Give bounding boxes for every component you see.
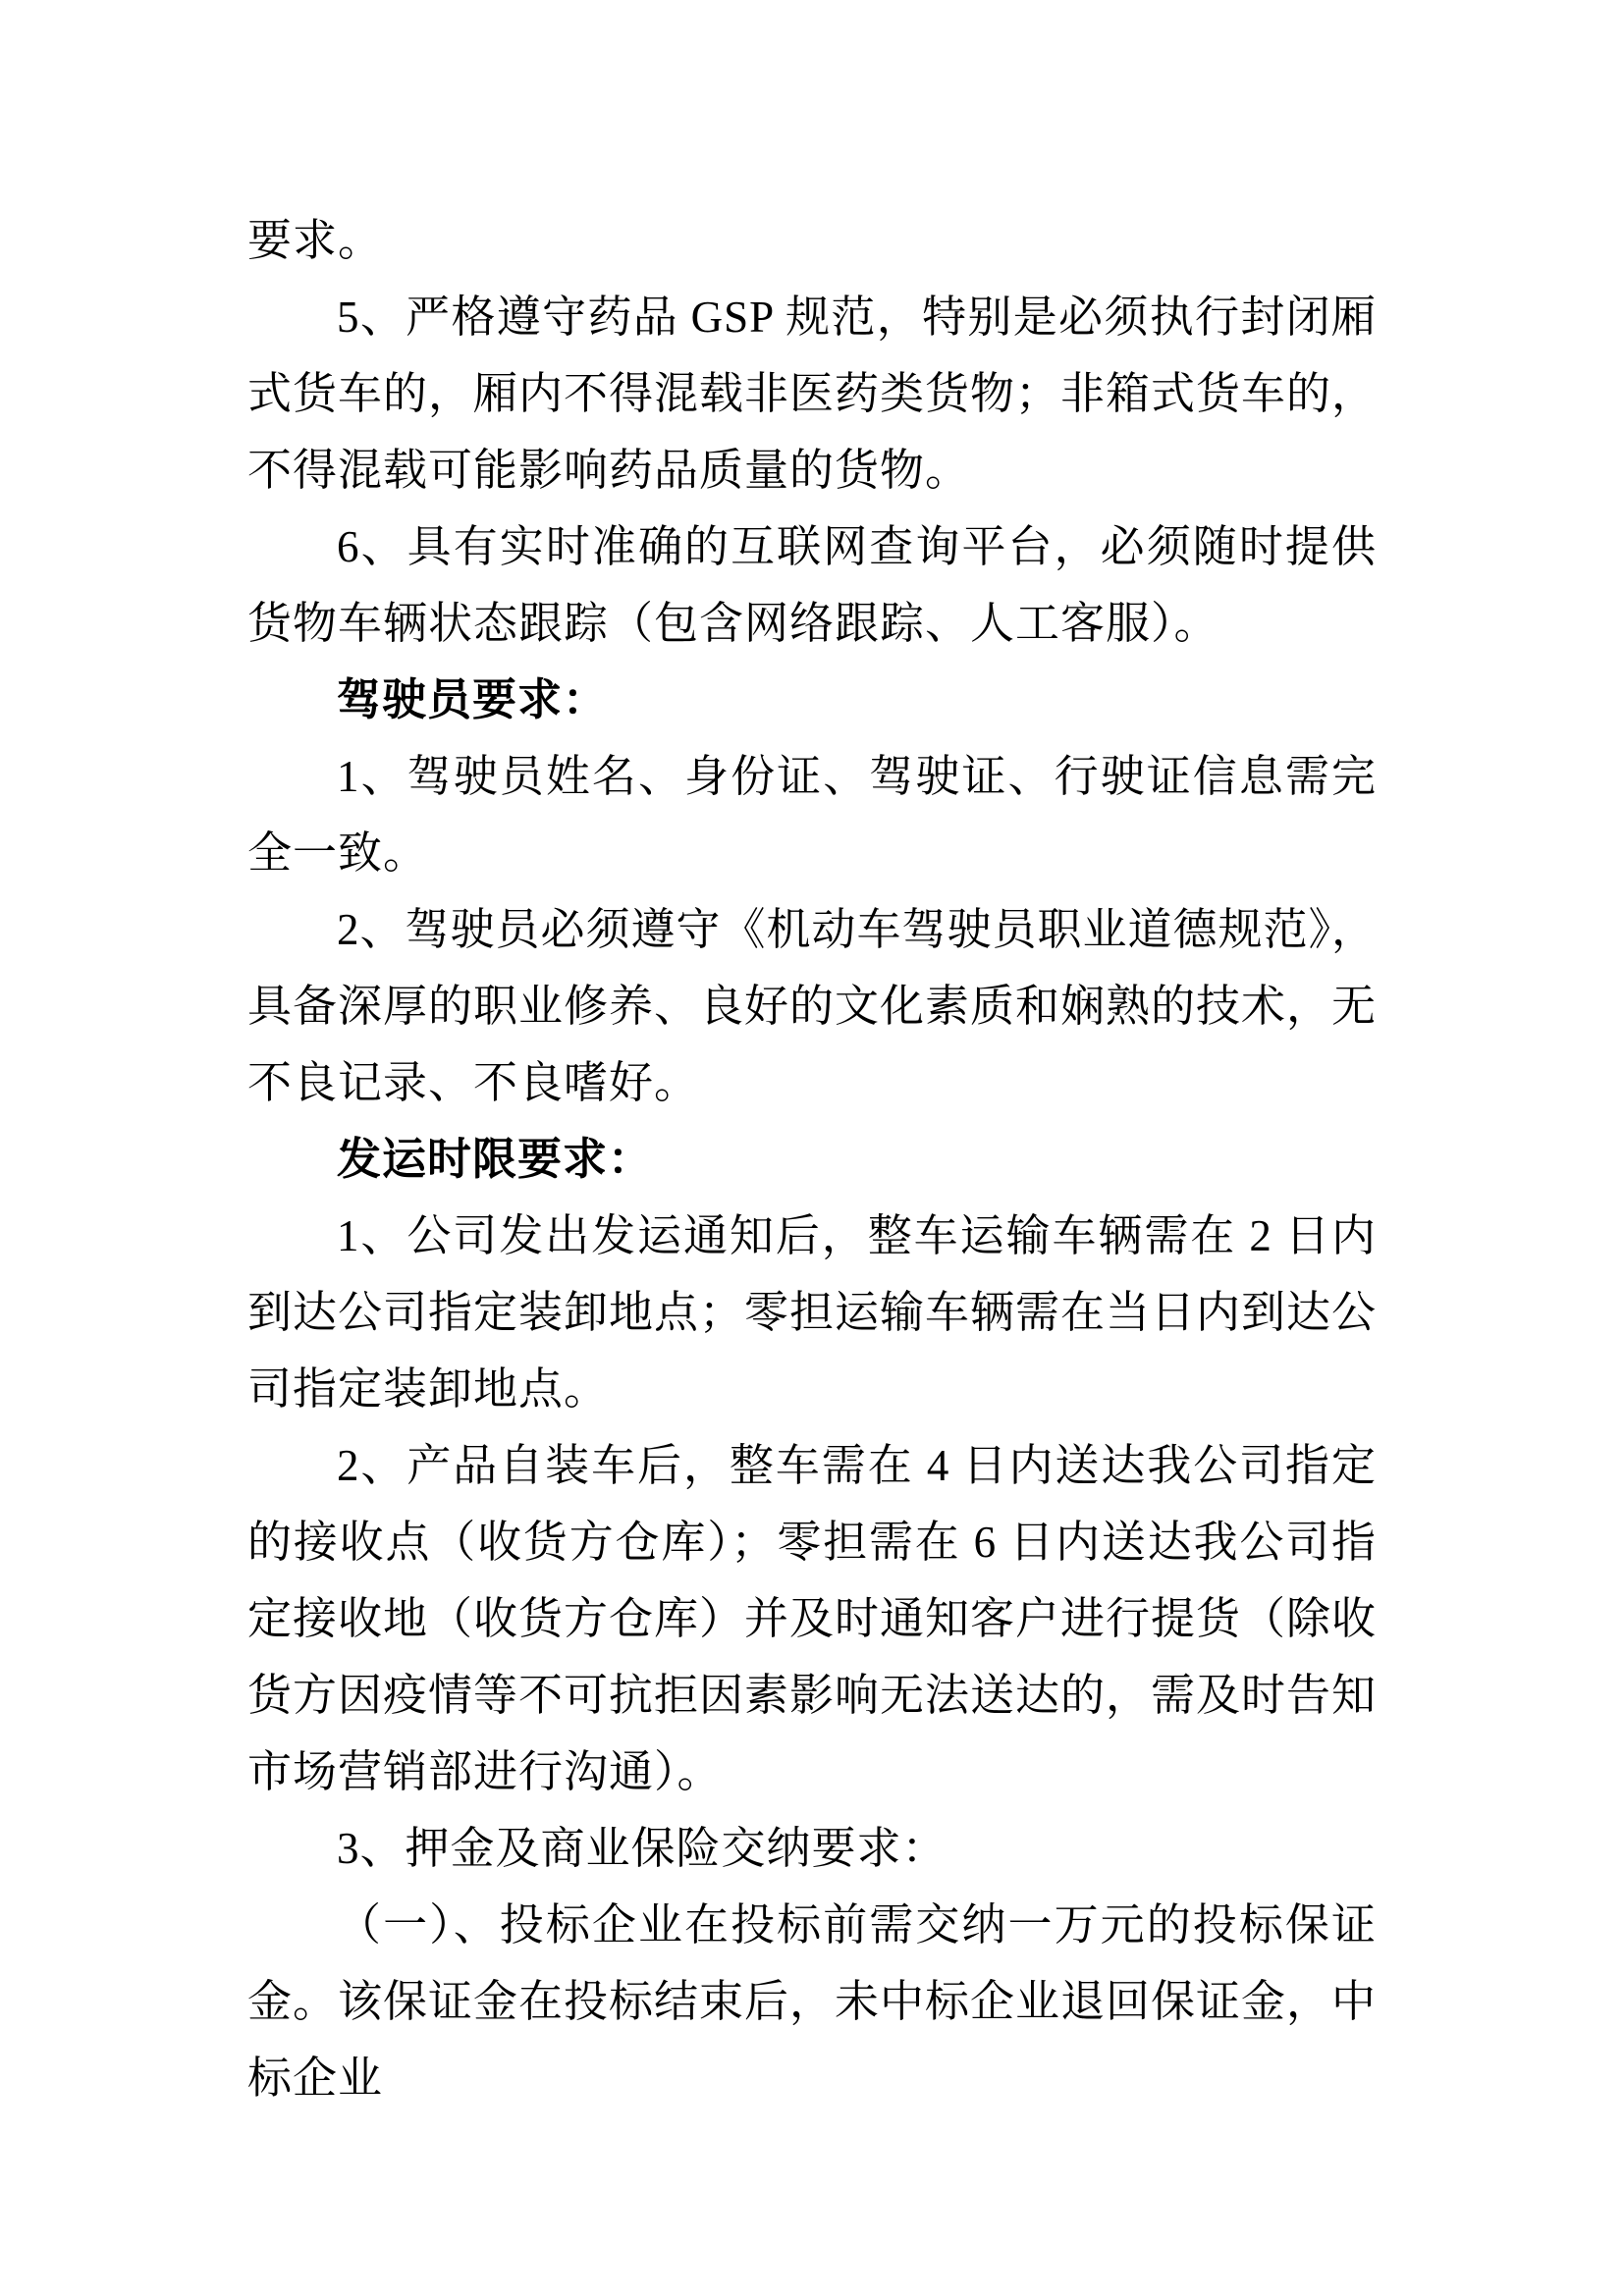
paragraph: 2、驾驶员必须遵守《机动车驾驶员职业道德规范》，具备深厚的职业修养、良好的文化素质和娴熟的技术，无不良记录、不良嗜好。 bbox=[247, 905, 1378, 1107]
paragraph: 3、押金及商业保险交纳要求： bbox=[337, 1824, 947, 1873]
paragraph: 1、驾驶员姓名、身份证、驾驶证、行驶证信息需完全一致。 bbox=[247, 752, 1377, 878]
section-heading: 发运时限要求： bbox=[337, 1135, 654, 1184]
paragraph: （一）、投标企业在投标前需交纳一万元的投标保证金。该保证金在投标结束后，未中标企业退回保证金，中标企业 bbox=[247, 1900, 1378, 2103]
paragraph: 要求。 bbox=[247, 216, 384, 265]
section-heading: 驾驶员要求： bbox=[337, 675, 609, 724]
paragraph: 6、具有实时准确的互联网查询平台，必须随时提供货物车辆状态跟踪（包含网络跟踪、人工客服）。 bbox=[247, 522, 1377, 648]
paragraph: 5、严格遵守药品 GSP 规范，特别是必须执行封闭厢式货车的，厢内不得混载非医药类货物；非箱式货车的，不得混载可能影响药品质量的货物。 bbox=[247, 293, 1378, 495]
paragraph: 1、公司发出发运通知后，整车运输车辆需在 2 日内到达公司指定装卸地点；零担运输车辆需在当日内到达公司指定装卸地点。 bbox=[247, 1211, 1378, 1414]
paragraph: 2、产品自装车后，整车需在 4 日内送达我公司指定的接收点（收货方仓库）；零担需在 6 日内送达我公司指定接收地（收货方仓库）并及时通知客户进行提货（除收货方因疫情等不可抗拒因素影响无法送达的，需及时告知市场营销部进行沟通）。 bbox=[247, 1441, 1378, 1796]
document-body bbox=[247, 202, 1377, 2116]
